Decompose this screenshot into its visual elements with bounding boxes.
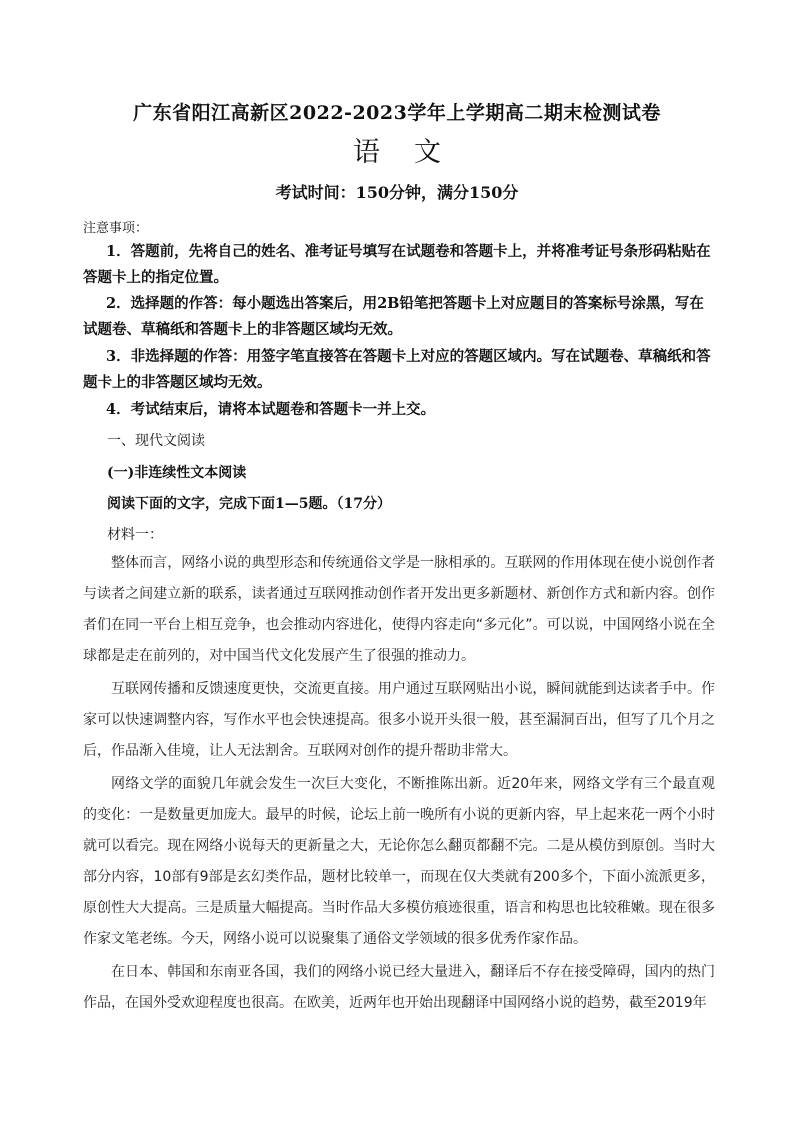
- note-item-4-text: 4．考试结束后，请将本试题卷和答题卡一并上交。: [106, 401, 436, 418]
- article-body: [83, 548, 715, 1021]
- note-item-2: [83, 291, 715, 343]
- note-item-3: [83, 344, 715, 396]
- note-item-2-text: 2．选择题的作答：每小题选出答案后，用2B铅笔把答题卡上对应题目的答案标号涂黑，写在试题卷、草稿纸和答题卡上的非答题区域均无效。: [83, 295, 704, 338]
- note-item-1-text: 1．答题前，先将自己的姓名、准考证号填写在试题卷和答题卡上，并将准考证号条形码粘贴在答题卡上的指定位置。: [83, 243, 711, 286]
- material-label: 材料一：: [107, 527, 163, 543]
- exam-title: 广东省阳江高新区2022-2023学年上学期高二期末检测试卷: [133, 102, 661, 124]
- article-paragraph: 整体而言，网络小说的典型形态和传统通俗文学是一脉相承的。互联网的作用体现在使小说创作者与读者之间建立新的联系，读者通过互联网推动创作者开发出更多新题材、新创作方式和新内容。创作者们在同一平台上相互竞争，也会推动内容进化，使得内容走向“多元化”。可以说，中国网络小说在全球都是走在前列的，对中国当代文化发展产生了很强的推动力。: [83, 555, 715, 664]
- article-paragraph: 在日本、韩国和东南亚各国，我们的网络小说已经大量进入，翻译后不存在接受障碍，国内的热门作品，在国外受欢迎程度也很高。在欧美，近两年也开始出现翻译中国网络小说的趋势，截至2019年: [83, 964, 715, 1011]
- section-heading: 一、现代文阅读: [107, 433, 205, 449]
- note-item-3-text: 3．非选择题的作答：用签字笔直接答在答题卡上对应的答题区域内。写在试题卷、草稿纸和答题卡上的非答题区域均无效。: [83, 348, 711, 391]
- exam-time-info: 考试时间：150分钟，满分150分: [275, 183, 519, 202]
- subject-title: 语文: [353, 137, 475, 168]
- notes-heading: 注意事项：: [83, 221, 149, 236]
- article-paragraph: 网络文学的面貌几年就会发生一次巨大变化，不断推陈出新。近20年来，网络文学有三个最直观的变化：一是数量更加庞大。最早的时候，论坛上前一晚所有小说的更新内容，早上起来花一两个小时就可以看完。现在网络小说每天的更新量之大，无论你怎么翻页都翻不完。二是从模仿到原创。当时大部分内容，10部有9部是玄幻类作品，题材比较单一，而现在仅大类就有200多个，下面小流派更多，原创性大大提高。三是质量大幅提高。当时作品大多模仿痕迹很重，语言和构思也比较稚嫩。现在很多作家文笔老练。今天，网络小说可以说聚集了通俗文学领域的很多优秀作家作品。: [83, 776, 715, 947]
- note-item-1: [83, 239, 715, 291]
- subsection-heading: (一)非连续性文本阅读: [107, 465, 247, 481]
- note-item-4: [83, 397, 715, 423]
- article-paragraph: 互联网传播和反馈速度更快，交流更直接。用户通过互联网贴出小说，瞬间就能到达读者手中。作家可以快速调整内容，写作水平也会快速提高。很多小说开头很一般，甚至漏洞百出，但写了几个月之后，作品渐入佳境，让人无法割舍。互联网对创作的提升帮助非常大。: [83, 681, 715, 759]
- question-instruction: 阅读下面的文字，完成下面1—5题。（17分）: [107, 496, 391, 512]
